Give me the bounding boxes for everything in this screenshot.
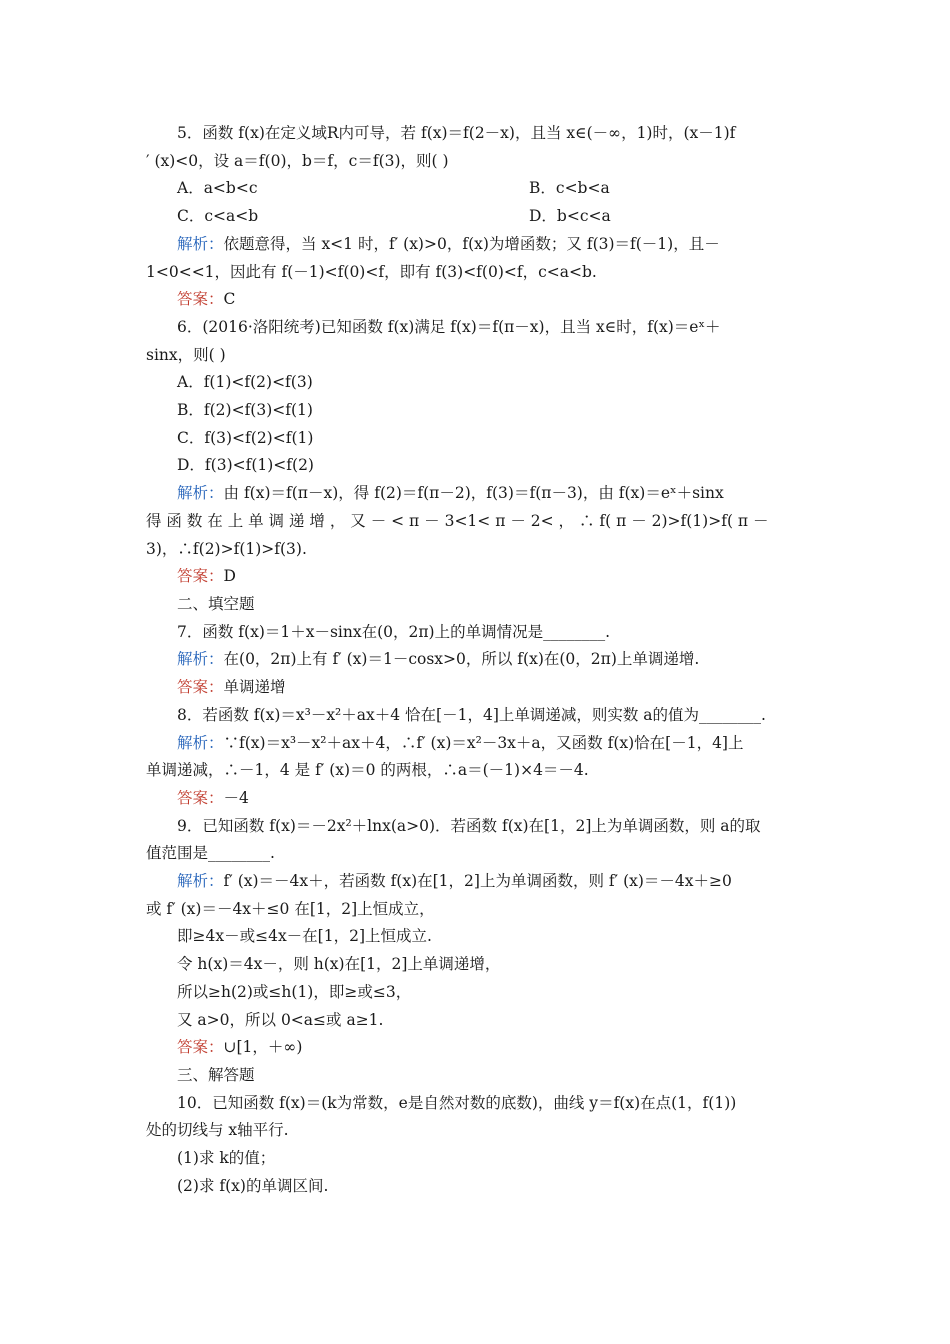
analysis-label: 解析： (177, 872, 224, 890)
answer-label: 答案： (177, 789, 224, 807)
q9-analysis-line1 (177, 871, 732, 891)
q6-option-a: A．f(1)<f(2)<f(3) (177, 373, 313, 391)
answer-text: C (223, 290, 236, 308)
analysis-text: ∵f(x)＝x³－x²＋ax＋4，∴f′ (x)＝x²－3x＋a，又函数 f(x)恰在[－1，4]上 (223, 734, 744, 752)
q6-stem-line1: 6．(2016·洛阳统考)已知函数 f(x)满足 f(x)＝f(π－x)，且当 x∈时，f(x)＝eˣ＋ (177, 318, 721, 336)
answer-text: ∪[1，＋∞) (223, 1038, 303, 1056)
q7-answer (177, 677, 286, 697)
section-heading-solve: 三、解答题 (177, 1066, 255, 1084)
analysis-label: 解析： (177, 650, 224, 668)
q5-answer (177, 289, 235, 309)
section-heading-fill-in: 二、填空题 (177, 595, 255, 613)
analysis-label: 解析： (177, 235, 224, 253)
q6-analysis-line2: 得 函 数 在 上 单 调 递 增 ， 又 － < π － 3<1< π － 2< ， ∴ f( π － 2)>f(1)>f( π － (146, 512, 769, 530)
q5-option-d: D．b<c<a (529, 207, 611, 225)
q8-stem: 8．若函数 f(x)＝x³－x²＋ax＋4 恰在[－1，4]上单调递减，则实数 a的值为________. (177, 706, 766, 724)
answer-label: 答案： (177, 678, 224, 696)
q5-stem-line2: ′ (x)<0，设 a＝f(0)，b＝f，c＝f(3)，则( ) (146, 152, 449, 170)
q10-part1: (1)求 k的值； (177, 1149, 276, 1167)
q5-analysis-line1 (177, 234, 720, 254)
q9-analysis-line2: 或 f′ (x)＝－4x＋≤0 在[1，2]上恒成立， (146, 900, 435, 918)
q10-part2: (2)求 f(x)的单调区间. (177, 1177, 329, 1195)
q6-analysis-line1 (177, 483, 724, 503)
analysis-text: 依题意得，当 x<1 时，f′ (x)>0，f(x)为增函数；又 f(3)＝f(－1)，且－ (223, 235, 720, 253)
q6-analysis-line3: 3)，∴f(2)>f(1)>f(3). (146, 540, 307, 558)
q8-analysis-line1 (177, 733, 743, 753)
q9-stem-line1: 9．已知函数 f(x)＝－2x²＋lnx(a>0)．若函数 f(x)在[1，2]上为单调函数，则 a的取 (177, 817, 761, 835)
q8-analysis-line2: 单调递减，∴－1，4 是 f′ (x)＝0 的两根，∴a＝(－1)×4＝－4. (146, 761, 589, 779)
answer-label: 答案： (177, 567, 224, 585)
answer-text: D (223, 567, 236, 585)
q5-option-c: C．c<a<b (177, 207, 259, 225)
analysis-label: 解析： (177, 734, 224, 752)
q9-analysis-line3: 即≥4x－或≤4x－在[1，2]上恒成立. (177, 927, 432, 945)
answer-text: 单调递增 (223, 678, 286, 696)
q9-analysis-line5: 所以≥h(2)或≤h(1)，即≥或≤3， (177, 983, 412, 1001)
q9-answer (177, 1037, 302, 1057)
answer-text: －4 (223, 789, 249, 807)
q6-stem-line2: sinx，则( ) (146, 346, 226, 364)
analysis-text: 在(0，2π)上有 f′ (x)＝1－cosx>0，所以 f(x)在(0，2π)上单调递增. (223, 650, 700, 668)
answer-label: 答案： (177, 1038, 224, 1056)
q6-option-b: B．f(2)<f(3)<f(1) (177, 401, 313, 419)
analysis-text: f′ (x)＝－4x＋，若函数 f(x)在[1，2]上为单调函数，则 f′ (x)＝－4x＋≥0 (223, 872, 732, 890)
q6-option-d: D．f(3)<f(1)<f(2) (177, 456, 314, 474)
q8-answer (177, 788, 249, 808)
q5-analysis-line2: 1<0<<1，因此有 f(－1)<f(0)<f，即有 f(3)<f(0)<f，c<a<b. (146, 263, 597, 281)
q10-stem-line2: 处的切线与 x轴平行. (146, 1121, 289, 1139)
q9-analysis-line6: 又 a>0，所以 0<a≤或 a≥1. (177, 1011, 384, 1029)
q5-stem-line1: 5．函数 f(x)在定义域R内可导，若 f(x)＝f(2－x)，且当 x∈(－∞，1)时，(x－1)f (177, 124, 736, 142)
q5-option-b: B．c<b<a (529, 179, 610, 197)
q10-stem-line1: 10．已知函数 f(x)＝(k为常数，e是自然对数的底数)，曲线 y＝f(x)在点(1，f(1)) (177, 1094, 737, 1112)
q6-answer (177, 566, 236, 586)
answer-label: 答案： (177, 290, 224, 308)
q6-option-c: C．f(3)<f(2)<f(1) (177, 429, 314, 447)
q7-stem: 7．函数 f(x)＝1＋x－sinx在(0，2π)上的单调情况是________. (177, 623, 611, 641)
q9-stem-line2: 值范围是________. (146, 844, 275, 862)
analysis-text: 由 f(x)＝f(π－x)，得 f(2)＝f(π－2)，f(3)＝f(π－3)，由 f(x)＝eˣ＋sinx (223, 484, 724, 502)
q5-option-a: A．a<b<c (177, 179, 258, 197)
analysis-label: 解析： (177, 484, 224, 502)
q9-analysis-line4: 令 h(x)＝4x－，则 h(x)在[1，2]上单调递增， (177, 955, 501, 973)
q7-analysis-line1 (177, 649, 699, 669)
